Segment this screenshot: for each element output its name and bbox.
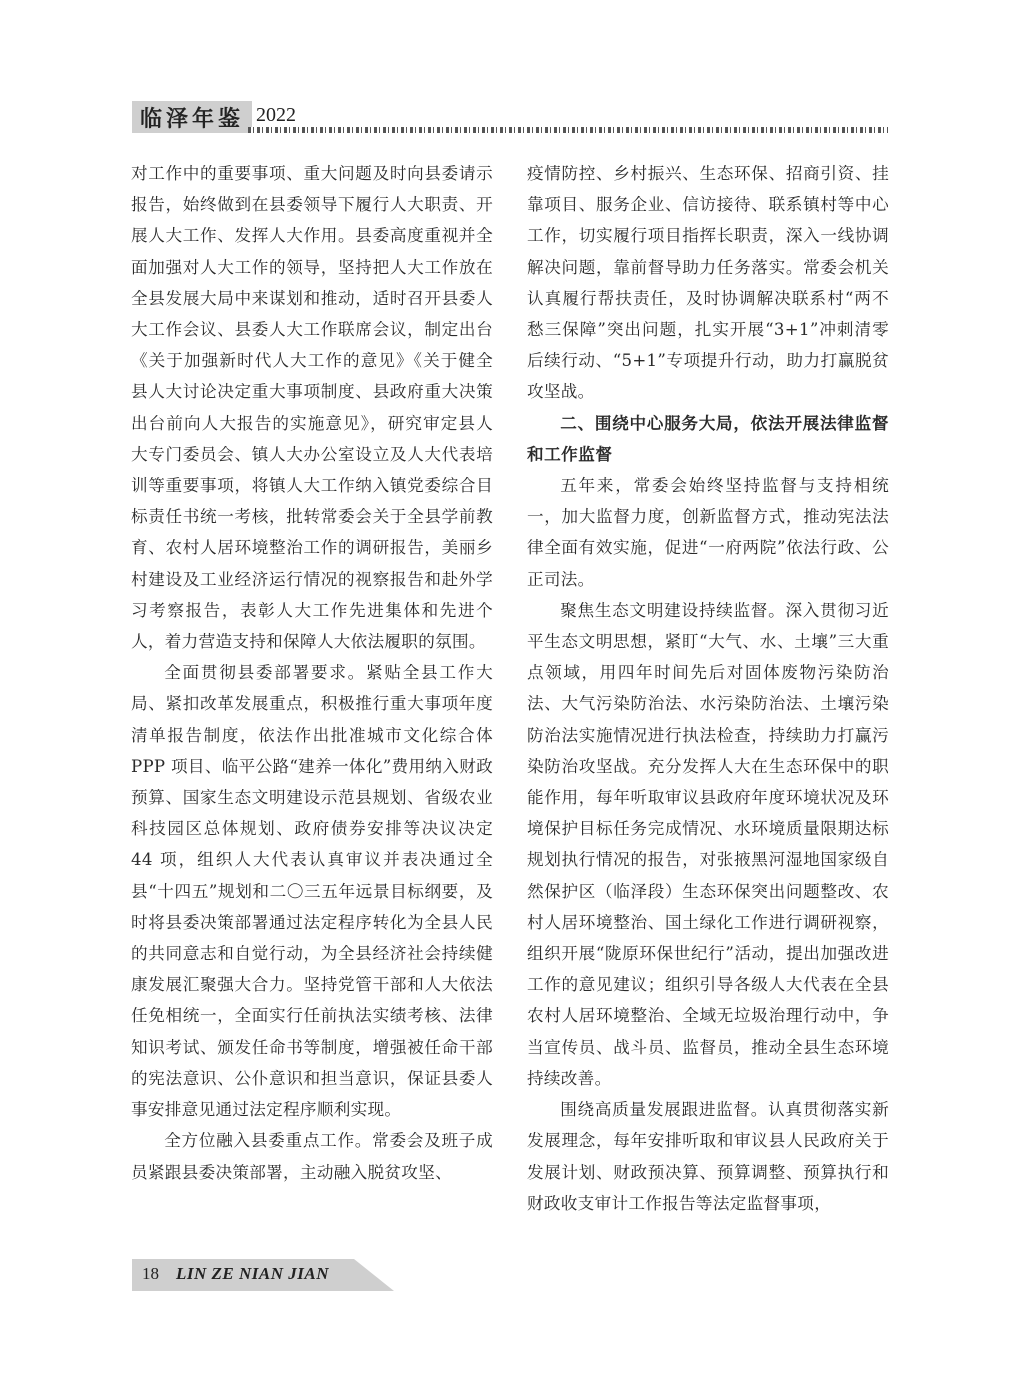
- paragraph: 对工作中的重要事项、重大问题及时向县委请示报告，始终做到在县委领导下履行人大职责、开展人大工作、发挥人大作用。县委高度重视并全面加强对人大工作的领导，坚持把人大工作放在全县发展大局中来谋划和推动，适时召开县委人大工作会议、县委人大工作联席会议，制定出台《关于加强新时代人大工作的意见》《关于健全县人大讨论决定重大事项制度、县政府重大决策出台前向人大报告的实施意见》，研究审定县人大专门委员会、镇人大办公室设立及人大代表培训等重要事项，将镇人大工作纳入镇党委综合目标责任书统一考核，批转常委会关于全县学前教育、农村人居环境整治工作的调研报告，美丽乡村建设及工业经济运行情况的视察报告和赴外学习考察报告，表彰人大工作先进集体和先进个人，着力营造支持和保障人大依法履职的氛围。: [131, 164, 493, 652]
- paragraph: 疫情防控、乡村振兴、生态环保、招商引资、挂靠项目、服务企业、信访接待、联系镇村等中心工作，切实履行项目指挥长职责，深入一线协调解决问题，靠前督导助力任务落实。常委会机关认真履行帮扶责任，及时协调解决联系村“两不愁三保障”突出问题，扎实开展“3+1”冲刺清零后续行动、“5+1”专项提升行动，助力打赢脱贫攻坚战。: [527, 164, 889, 402]
- paragraph: 全方位融入县委重点工作。常委会及班子成员紧跟县委决策部署，主动融入脱贫攻坚、: [131, 1131, 493, 1182]
- paragraph: 全面贯彻县委部署要求。紧贴全县工作大局、紧扣改革发展重点，积极推行重大事项年度清单报告制度，依法作出批准城市文化综合体 PPP 项目、临平公路“建养一体化”费用纳入财政预算、国家生态文明建设示范县规划、省级农业科技园区总体规划、政府债券安排等决议决定 44 项，组织人大代表认真审议并表决通过全县“十四五”规划和二〇三五年远景目标纲要，及时将县委决策部署通过法定程序转化为全县人民的共同意志和自觉行动，为全县经济社会持续健康发展汇聚强大合力。坚持党管干部和人大依法任免相统一，全面实行任前执法实绩考核、法律知识考试、颁发任命书等制度，增强被任命干部的宪法意识、公仆意识和担当意识，保证县委人事安排意见通过法定程序顺利实现。: [131, 663, 493, 1120]
- section-heading: 二、围绕中心服务大局，依法开展法律监督和工作监督: [527, 413, 889, 464]
- running-header: [132, 101, 888, 135]
- yearbook-title-box: [132, 101, 252, 133]
- paragraph: 聚焦生态文明建设持续监督。深入贯彻习近平生态文明思想，紧盯“大气、水、土壤”三大重点领域，用四年时间先后对固体废物污染防治法、大气污染防治法、水污染防治法、土壤污染防治法实施情况进行执法检查，持续助力打赢污染防治攻坚战。充分发挥人大在生态环保中的职能作用，每年听取审议县政府年度环境状况及环境保护目标任务完成情况、水环境质量限期达标规划执行情况的报告，对张掖黑河湿地国家级自然保护区（临泽段）生态环保突出问题整改、农村人居环境整治、国土绿化工作进行调研视察，组织开展“陇原环保世纪行”活动，提出加强改进工作的意见建议；组织引导各级人大代表在全县农村人居环境整治、全域无垃圾治理行动中，争当宣传员、战斗员、监督员，推动全县生态环境持续改善。: [527, 600, 889, 1088]
- publication-name: LIN ZE NIAN JIAN: [176, 1264, 329, 1283]
- header-decorative-rule: [248, 127, 888, 133]
- paragraph: 五年来，常委会始终坚持监督与支持相统一，加大监督力度，创新监督方式，推动宪法法律全面有效实施，促进“一府两院”依法行政、公正司法。: [527, 476, 889, 589]
- yearbook-year: 2022: [256, 104, 296, 126]
- yearbook-title: 临泽年鉴: [140, 105, 245, 132]
- left-column: [131, 158, 493, 1188]
- page-footer: [132, 1259, 394, 1291]
- right-column: [527, 158, 889, 1219]
- paragraph: 围绕高质量发展跟进监督。认真贯彻落实新发展理念，每年安排听取和审议县人民政府关于发展计划、财政预决算、预算调整、预算执行和财政收支审计工作报告等法定监督事项，: [527, 1100, 889, 1213]
- page-number: 18: [142, 1264, 159, 1283]
